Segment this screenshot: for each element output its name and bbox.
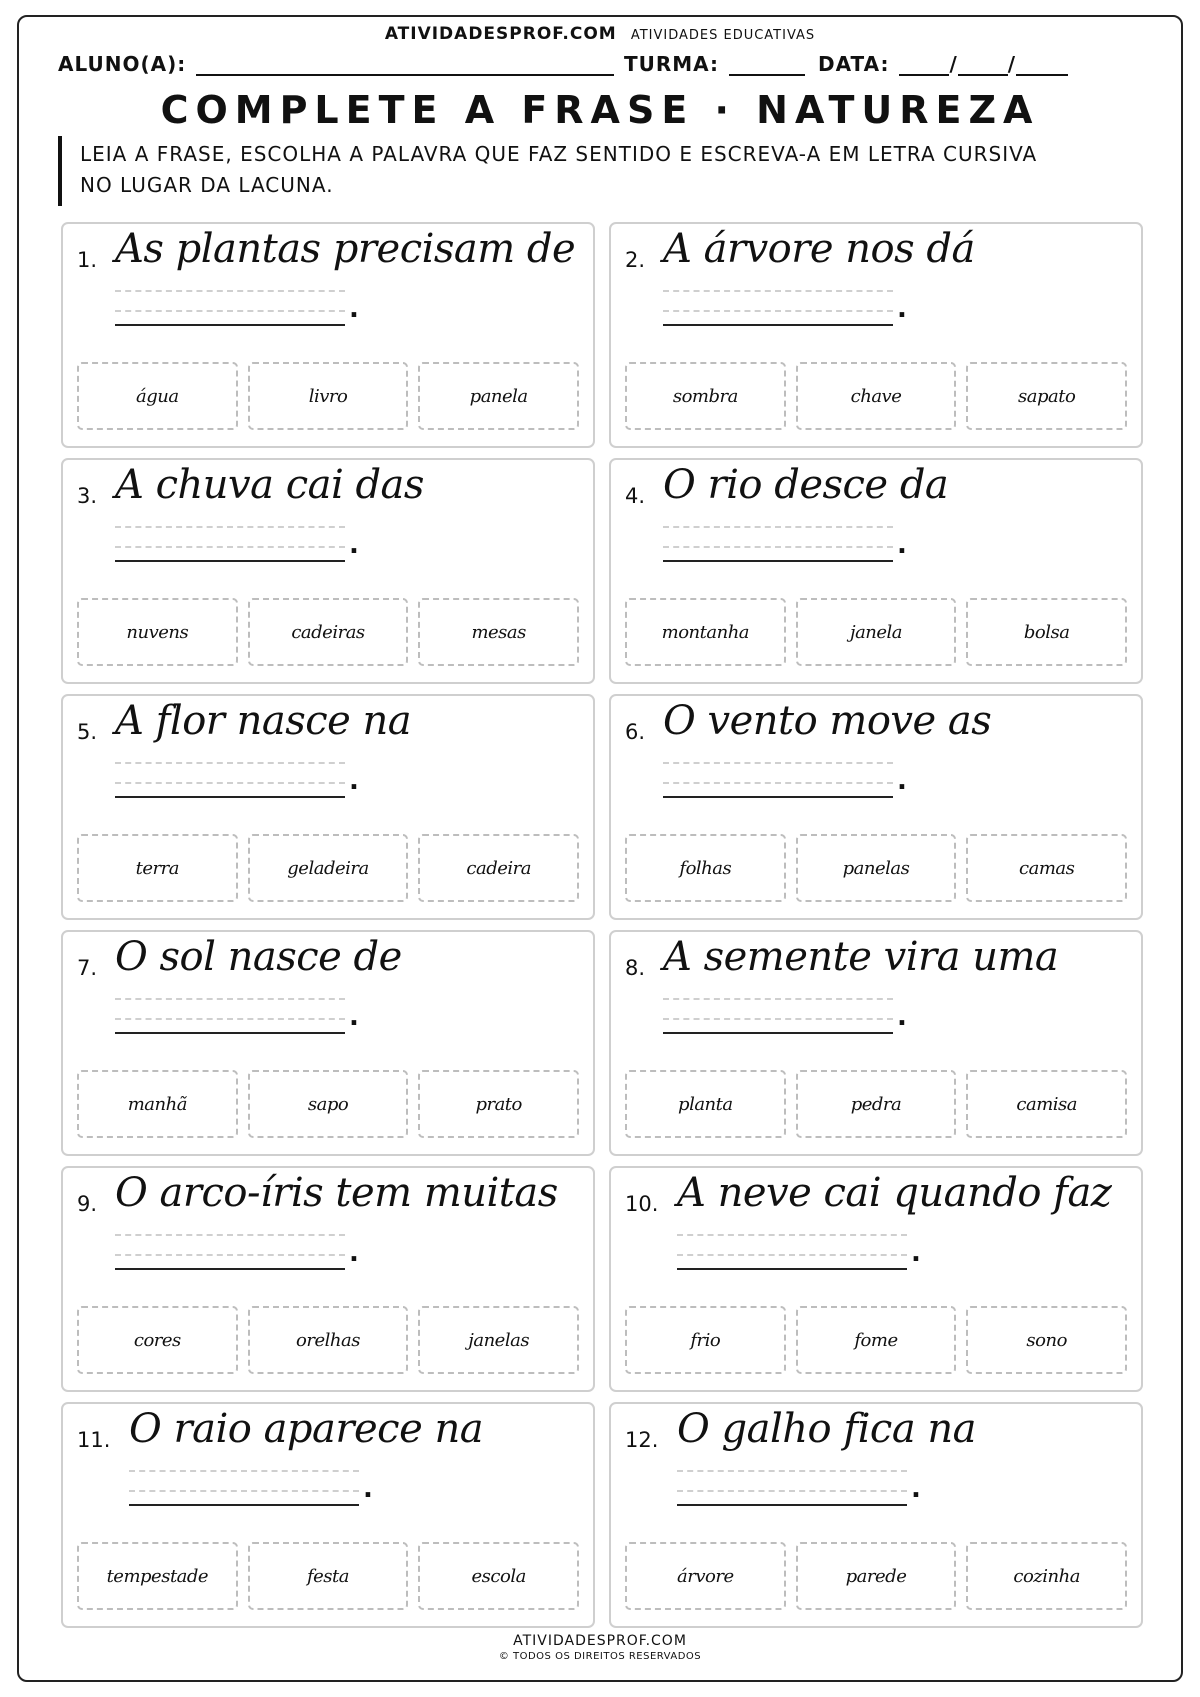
exercise-number: 11. (77, 1428, 111, 1452)
exercise-sentence: O galho fica na (677, 1406, 976, 1452)
word-option[interactable]: escola (418, 1542, 579, 1610)
answer-blank[interactable] (677, 1230, 907, 1270)
exercise-number: 12. (625, 1428, 659, 1452)
word-option[interactable]: montanha (625, 598, 786, 666)
word-option[interactable]: panela (418, 362, 579, 430)
aluno-field (58, 52, 614, 76)
exercise-card (61, 458, 595, 684)
sentence-period: . (349, 530, 359, 560)
exercise-card (609, 694, 1143, 920)
word-option[interactable]: nuvens (77, 598, 238, 666)
exercise-sentence: O arco-íris tem muitas (115, 1170, 558, 1216)
footer-copyright: © TODOS OS DIREITOS RESERVADOS (498, 1651, 702, 1662)
word-options (625, 598, 1127, 666)
student-info-row (58, 52, 1150, 78)
exercise-card (609, 930, 1143, 1156)
site-name: ATIVIDADESPROF.COM (384, 24, 617, 44)
exercise-sentence: O raio aparece na (129, 1406, 484, 1452)
exercise-sentence: O sol nasce de (115, 934, 402, 980)
exercise-sentence: As plantas precisam de (115, 226, 576, 272)
turma-input-line[interactable] (729, 54, 805, 76)
word-option[interactable]: mesas (418, 598, 579, 666)
sentence-period: . (897, 530, 907, 560)
word-options (77, 1306, 579, 1374)
date-month-line[interactable] (958, 54, 1008, 76)
word-options (625, 362, 1127, 430)
date-slash: / (949, 52, 958, 76)
answer-blank[interactable] (115, 994, 345, 1034)
word-option[interactable]: geladeira (248, 834, 409, 902)
exercise-number: 2. (625, 248, 646, 272)
turma-field (624, 52, 805, 76)
aluno-label: ALUNO(A): (58, 52, 187, 76)
word-option[interactable]: orelhas (248, 1306, 409, 1374)
sentence-period: . (349, 1238, 359, 1268)
word-option[interactable]: panelas (796, 834, 957, 902)
exercise-card (609, 1166, 1143, 1392)
word-option[interactable]: folhas (625, 834, 786, 902)
word-option[interactable]: sapato (966, 362, 1127, 430)
word-options (77, 1070, 579, 1138)
sentence-period: . (363, 1474, 373, 1504)
answer-blank[interactable] (115, 1230, 345, 1270)
exercise-number: 9. (77, 1192, 98, 1216)
exercise-number: 10. (625, 1192, 659, 1216)
exercise-sentence: A árvore nos dá (663, 226, 975, 272)
exercise-number: 7. (77, 956, 98, 980)
word-option[interactable]: cadeiras (248, 598, 409, 666)
date-year-line[interactable] (1016, 54, 1068, 76)
word-option[interactable]: festa (248, 1542, 409, 1610)
word-option[interactable]: sombra (625, 362, 786, 430)
exercise-number: 4. (625, 484, 646, 508)
answer-blank[interactable] (663, 286, 893, 326)
answer-blank[interactable] (677, 1466, 907, 1506)
word-option[interactable]: janelas (418, 1306, 579, 1374)
exercise-sentence: O vento move as (663, 698, 992, 744)
sentence-period: . (349, 766, 359, 796)
word-option[interactable]: água (77, 362, 238, 430)
sentence-period: . (911, 1238, 921, 1268)
word-option[interactable]: parede (796, 1542, 957, 1610)
exercise-card (61, 222, 595, 448)
word-option[interactable]: fome (796, 1306, 957, 1374)
exercise-card (609, 458, 1143, 684)
word-option[interactable]: planta (625, 1070, 786, 1138)
word-option[interactable]: camisa (966, 1070, 1127, 1138)
word-option[interactable]: chave (796, 362, 957, 430)
answer-blank[interactable] (115, 522, 345, 562)
exercise-sentence: A chuva cai das (115, 462, 424, 508)
word-option[interactable]: manhã (77, 1070, 238, 1138)
site-header (0, 24, 1200, 44)
exercise-card (61, 1402, 595, 1628)
sentence-period: . (897, 1002, 907, 1032)
exercise-card (609, 222, 1143, 448)
site-tagline: ATIVIDADES EDUCATIVAS (630, 28, 816, 43)
answer-blank[interactable] (663, 522, 893, 562)
word-options (625, 1306, 1127, 1374)
word-option[interactable]: pedra (796, 1070, 957, 1138)
exercise-number: 5. (77, 720, 98, 744)
word-options (625, 1542, 1127, 1610)
answer-blank[interactable] (129, 1466, 359, 1506)
word-option[interactable]: bolsa (966, 598, 1127, 666)
answer-blank[interactable] (663, 758, 893, 798)
word-option[interactable]: cores (77, 1306, 238, 1374)
word-option[interactable]: terra (77, 834, 238, 902)
word-option[interactable]: janela (796, 598, 957, 666)
sentence-period: . (349, 294, 359, 324)
word-option[interactable]: sapo (248, 1070, 409, 1138)
sentence-period: . (911, 1474, 921, 1504)
exercise-sentence: A neve cai quando faz (677, 1170, 1112, 1216)
date-slash: / (1007, 52, 1017, 76)
date-day-line[interactable] (899, 54, 949, 76)
exercise-card (61, 1166, 595, 1392)
footer-site: ATIVIDADESPROF.COM (513, 1633, 687, 1649)
word-options (625, 834, 1127, 902)
instructions: LEIA A FRASE, ESCOLHA A PALAVRA QUE FAZ SENTIDO E ESCREVA-A EM LETRA CURSIVA NO LUGAR DA LACUNA. (58, 136, 1058, 206)
word-option[interactable]: sono (966, 1306, 1127, 1374)
answer-blank[interactable] (663, 994, 893, 1034)
word-option[interactable]: árvore (625, 1542, 786, 1610)
word-options (77, 362, 579, 430)
exercise-sentence: A semente vira uma (663, 934, 1059, 980)
page-footer (0, 1633, 1200, 1662)
exercise-number: 3. (77, 484, 98, 508)
answer-blank[interactable] (115, 286, 345, 326)
page-title: COMPLETE A FRASE · NATUREZA (160, 88, 1040, 132)
word-option[interactable]: frio (625, 1306, 786, 1374)
word-options (77, 834, 579, 902)
sentence-period: . (897, 766, 907, 796)
word-option[interactable]: camas (966, 834, 1127, 902)
word-option[interactable]: tempestade (77, 1542, 238, 1610)
aluno-input-line[interactable] (196, 54, 614, 76)
turma-label: TURMA: (624, 52, 720, 76)
data-label: DATA: (818, 52, 890, 76)
word-options (625, 1070, 1127, 1138)
answer-blank[interactable] (115, 758, 345, 798)
exercise-grid (61, 222, 1143, 1628)
exercise-sentence: O rio desce da (663, 462, 949, 508)
word-option[interactable]: livro (248, 362, 409, 430)
exercise-number: 8. (625, 956, 646, 980)
word-option[interactable]: prato (418, 1070, 579, 1138)
sentence-period: . (349, 1002, 359, 1032)
word-options (77, 1542, 579, 1610)
exercise-sentence: A flor nasce na (115, 698, 412, 744)
word-option[interactable]: cozinha (966, 1542, 1127, 1610)
exercise-number: 6. (625, 720, 646, 744)
word-options (77, 598, 579, 666)
data-field (818, 52, 1068, 76)
exercise-card (61, 930, 595, 1156)
exercise-number: 1. (77, 248, 98, 272)
exercise-card (61, 694, 595, 920)
exercise-card (609, 1402, 1143, 1628)
sentence-period: . (897, 294, 907, 324)
word-option[interactable]: cadeira (418, 834, 579, 902)
